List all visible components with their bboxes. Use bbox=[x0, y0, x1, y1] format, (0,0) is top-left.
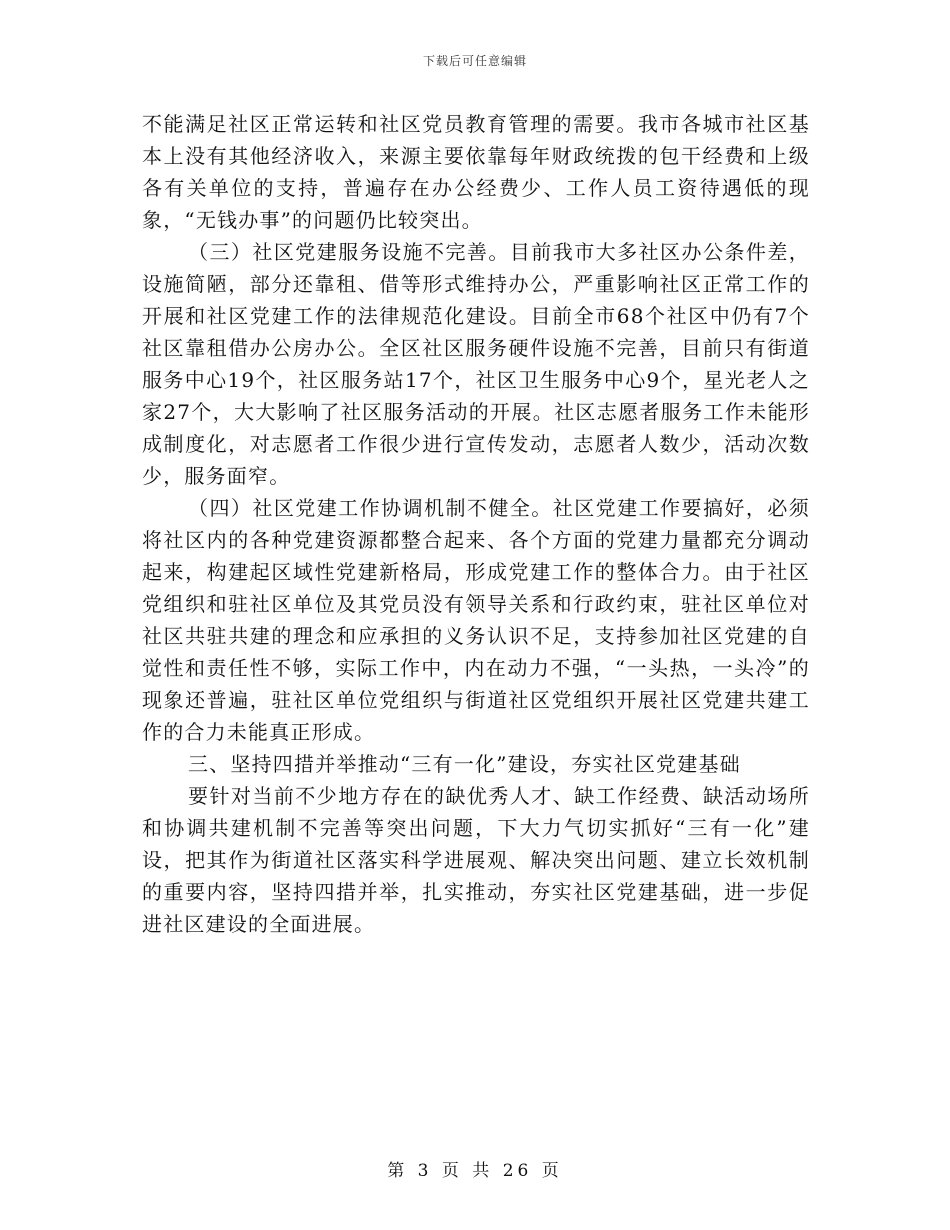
section-heading-three: 三、坚持四措并举推动“三有一化”建设，夯实社区党建基础 bbox=[188, 752, 741, 776]
paragraph-section-three: （三）社区党建服务设施不完善。目前我市大多社区办公条件差，设施简陋，部分还靠租、借等形式维持办公，严重影响社区正常工作的开展和社区党建工作的法律规范化建设。目前全市68个社区中仍有7个社区靠租借办公房办公。全区社区服务硬件设施不完善，目前只有街道服务中心19个，社区服务站17个，社区卫生服务中心9个，星光老人之家27个，大大影响了社区服务活动的开展。社区志愿者服务工作未能形成制度化，对志愿者工作很少进行宣传发动，志愿者人数少，活动次数少，服务面窄。 bbox=[142, 240, 810, 488]
paragraph-measures: 要针对当前不少地方存在的缺优秀人才、缺工作经费、缺活动场所和协调共建机制不完善等突出问题，下大力气切实抓好“三有一化”建设，把其作为街道社区落实科学进展观、解决突出问题、建立长效机制的重要内容，坚持四措并举，扎实推动，夯实社区党建基础，进一步促进社区建设的全面进展。 bbox=[142, 784, 810, 936]
paragraph-continuation: 不能满足社区正常运转和社区党员教育管理的需要。我市各城市社区基本上没有其他经济收入，来源主要依靠每年财政统拨的包干经费和上级各有关单位的支持，普遍存在办公经费少、工作人员工资待遇低的现象，“无钱办事”的问题仍比较突出。 bbox=[142, 112, 810, 232]
page-number: 第 3 页 共 26 页 bbox=[387, 1161, 563, 1181]
page-header: 下载后可任意编辑 bbox=[422, 54, 527, 68]
document-body bbox=[142, 108, 810, 940]
paragraph-section-four: （四）社区党建工作协调机制不健全。社区党建工作要搞好，必须将社区内的各种党建资源都整合起来、各个方面的党建力量都充分调动起来，构建起区域性党建新格局，形成党建工作的整体合力。由于社区党组织和驻社区单位及其党员没有领导关系和行政约束，驻社区单位对社区共驻共建的理念和应承担的义务认识不足，支持参加社区党建的自觉性和责任性不够，实际工作中，内在动力不强，“一头热，一头冷”的现象还普遍，驻社区单位党组织与街道社区党组织开展社区党建共建工作的合力未能真正形成。 bbox=[142, 496, 810, 744]
